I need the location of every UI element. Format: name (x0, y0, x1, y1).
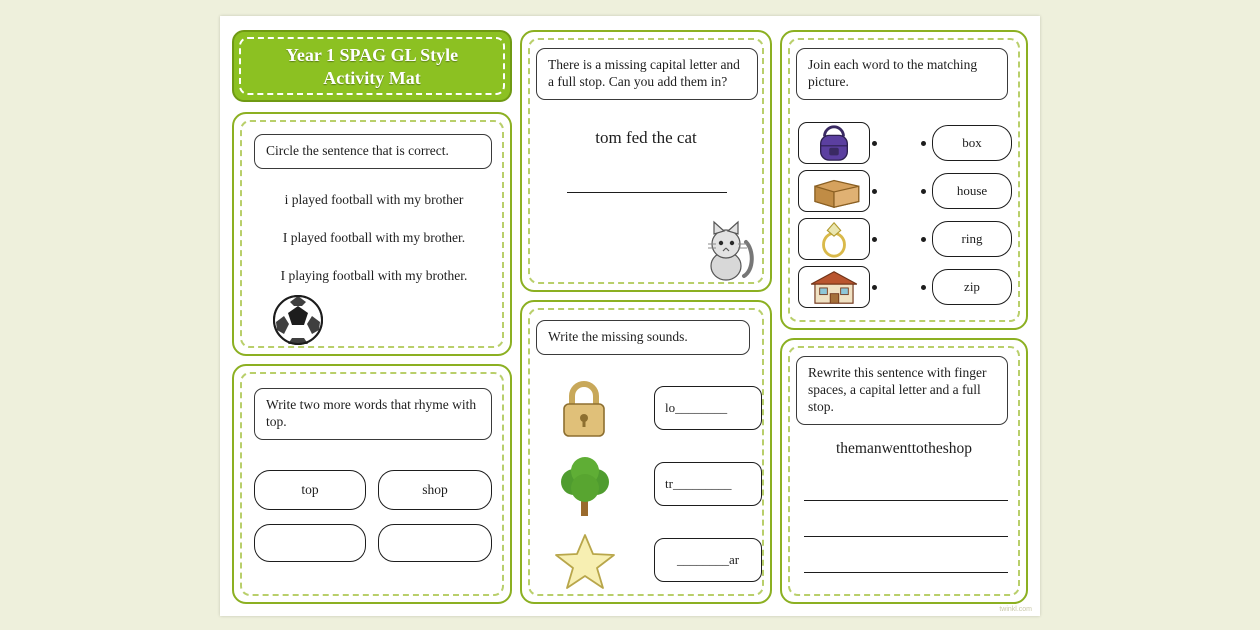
title-line-1: Year 1 SPAG GL Style (285, 45, 459, 65)
match-word-house[interactable]: house (932, 173, 1012, 209)
star-icon (554, 532, 616, 592)
match-dot-right-3[interactable] (921, 237, 926, 242)
sound-row-2 (534, 454, 762, 520)
padlock-icon (556, 378, 612, 440)
football-icon (272, 294, 324, 346)
sound-answer-box-1[interactable]: lo________ (654, 386, 762, 430)
rewrite-instruction: Rewrite this sentence with finger spaces, a capital letter and a full stop. (796, 356, 1008, 425)
capital-answer-line[interactable] (567, 192, 727, 193)
sentence-option-2[interactable]: I played football with my brother. (282, 230, 466, 245)
rewrite-line-1[interactable] (804, 500, 1008, 501)
match-dot-left-1[interactable] (872, 141, 877, 146)
rhyme-word-given-1: top (254, 470, 366, 510)
ring-icon (799, 219, 869, 259)
rhyme-instruction (254, 388, 492, 440)
match-dot-left-4[interactable] (872, 285, 877, 290)
panel-missing-sounds (520, 300, 772, 604)
house-icon (799, 267, 869, 307)
panel-rhyming-words (232, 364, 512, 604)
panel-rewrite-sentence (780, 338, 1028, 604)
match-dot-left-2[interactable] (872, 189, 877, 194)
match-picture-box[interactable] (798, 170, 870, 212)
backpack-icon (799, 123, 869, 163)
capital-instruction: There is a missing capital letter and a full stop. Can you add them in? (536, 48, 758, 100)
match-dot-left-3[interactable] (872, 237, 877, 242)
match-picture-house[interactable] (798, 266, 870, 308)
cat-icon (700, 220, 760, 282)
match-word-box[interactable]: box (932, 125, 1012, 161)
page-title (234, 44, 510, 89)
sentence-options-list (248, 192, 500, 306)
panel-join-word-picture (780, 30, 1028, 330)
match-picture-backpack[interactable] (798, 122, 870, 164)
capital-sentence[interactable]: tom fed the cat (595, 128, 697, 147)
rewrite-source-sentence: themanwenttotheshop (835, 440, 973, 457)
sound-answer-box-3[interactable]: ________ar (654, 538, 762, 582)
activity-mat-sheet (220, 16, 1040, 616)
sound-row-1 (534, 378, 762, 444)
rhyme-answer-box-2[interactable] (378, 524, 492, 562)
box-icon (799, 171, 869, 211)
match-word-ring[interactable]: ring (932, 221, 1012, 257)
panel-circle-sentence (232, 112, 512, 356)
sentence-option-3[interactable]: I playing football with my brother. (280, 268, 468, 283)
rhyme-answer-box-1[interactable] (254, 524, 366, 562)
match-dot-right-1[interactable] (921, 141, 926, 146)
panel-capital-fullstop (520, 30, 772, 292)
sounds-instruction: Write the missing sounds. (536, 320, 750, 355)
match-instruction: Join each word to the matching picture. (796, 48, 1008, 100)
sentence-option-1[interactable]: i played football with my brother (284, 192, 464, 207)
match-dot-right-4[interactable] (921, 285, 926, 290)
title-line-2: Activity Mat (323, 67, 421, 88)
tree-icon (552, 454, 618, 518)
rewrite-line-3[interactable] (804, 572, 1008, 573)
sound-answer-box-2[interactable]: tr_________ (654, 462, 762, 506)
rhyme-word-given-2: shop (378, 470, 492, 510)
circle-sentence-instruction: Circle the sentence that is correct. (254, 134, 492, 169)
sound-row-3 (534, 530, 762, 596)
mat-title-panel (232, 30, 512, 102)
match-word-zip[interactable]: zip (932, 269, 1012, 305)
match-picture-ring[interactable] (798, 218, 870, 260)
match-dot-right-2[interactable] (921, 189, 926, 194)
rhyme-instruction-text: Write two more words that rhyme with top. (266, 397, 477, 429)
footer-watermark: twinkl.com (999, 606, 1032, 613)
rewrite-line-2[interactable] (804, 536, 1008, 537)
